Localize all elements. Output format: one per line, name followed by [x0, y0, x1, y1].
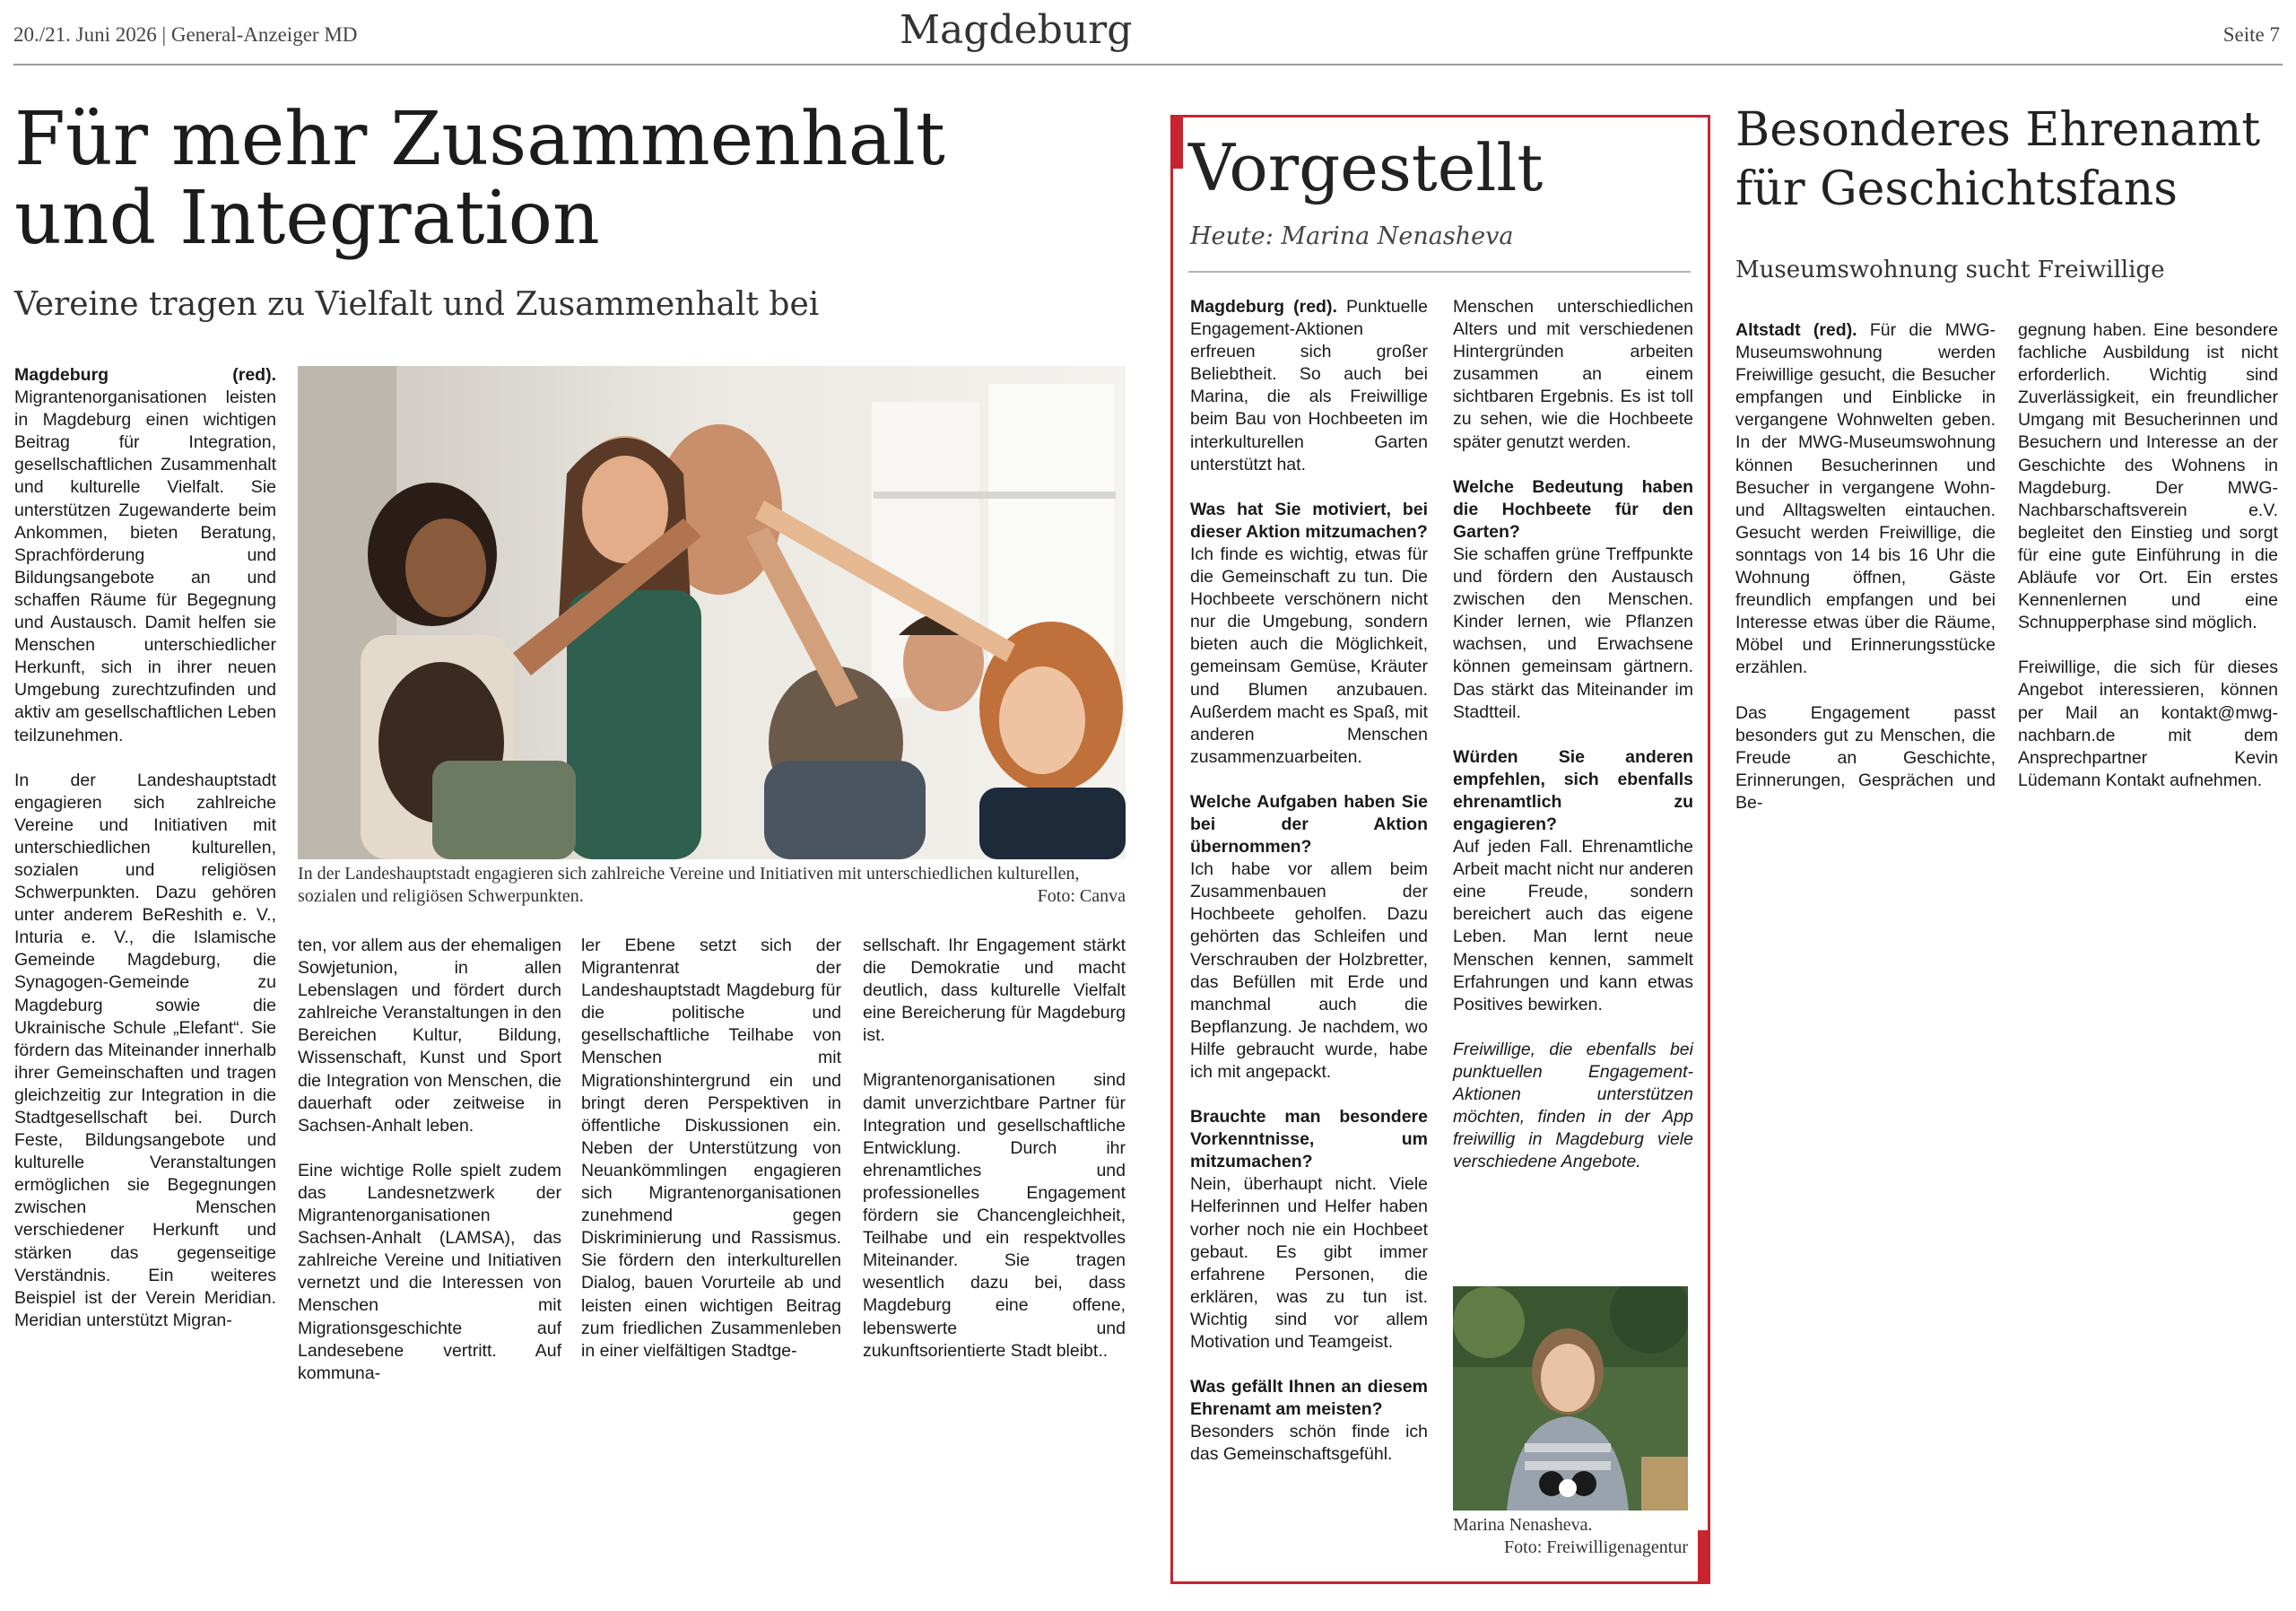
interview-answer: Nein, überhaupt nicht. Viele Helferinnen und Helfer haben vorher noch nie ein Hochbeet gebaut. Es gibt immer erfahrene Personen, die erklären, was zu tun ist. Wichtig sind vor allem Motivation und Teamgeist.	[1190, 1174, 1428, 1353]
interview-answer: Menschen unterschiedlichen Alters und mit verschiedenen Hintergründen arbeiten zusammen an einem sichtbaren Ergebnis. Es ist toll zu sehen, wie die Hochbeete später genutzt werden.	[1453, 297, 1693, 452]
side-deck: Museumswohnung sucht Freiwillige	[1735, 257, 2165, 283]
profile-box-rule	[1188, 271, 1691, 273]
interview-answer: Sie schaffen grüne Treffpunkte und fördern den Austausch zwischen den Menschen. Kinder lernen, wie Pflanzen wachsen, und Erwachsene können gemeinsam gärtnern. Das stärkt das Miteinander im Stadtteil.	[1453, 544, 1693, 722]
main-column-3	[581, 935, 841, 1363]
paragraph: ten, vor allem aus der ehemaligen Sowjetunion, in allen Lebenslagen und fördert durch zahlreiche Veranstaltungen in den Bereichen Kultur, Bildung, Wissenschaft, Kunst und Sport die Integration von Menschen, die dauerhaft oder zeitweise in Sachsen-Anhalt leben.	[298, 936, 561, 1136]
masthead-rule	[13, 64, 2283, 65]
interview-answer: Besonders schön finde ich das Gemeinschaftsgefühl.	[1190, 1422, 1428, 1465]
paragraph: Für die MWG-Museumswohnung werden Freiwillige gesucht, die Besucher empfangen und Einblicke in vergangene Wohnwelten geben. In der MWG-Museumswohnung können Besucherinnen und Besucher in vergangene Wohn- und Alltagswelten eintauchen. Gesucht werden Freiwillige, die sonntags von 14 bis 16 Uhr die Wohnung öffnen, Gäste freundlich empfangen und bei Interesse etwas über die Räume, Möbel und Erinnerungsstücke erzählen.	[1735, 320, 1996, 678]
paragraph: gegnung haben. Eine besondere fachliche Ausbildung ist nicht erforderlich. Wichtig sind Zuverlässigkeit, ein freundlicher Umgang mit Besucherinnen und Besuchern und Interesse an der Geschichte des Wohnens in Magdeburg. Der MWG-Nachbarschaftsverein e.V. begleitet den Einstieg und sorgt für eine gute Einführung in die Abläufe vor Ort. Ein erstes Kennenlernen und eine Schnupperphase sind möglich.	[2018, 320, 2278, 633]
paragraph: ler Ebene setzt sich der Migrantenrat der Landeshauptstadt Magdeburg für die politische und gesellschaftliche Teilhabe von Menschen mit Migrationshintergrund ein und bringt deren Perspektiven in öffentliche Diskussionen ein. Neben der Unterstützung von Neuankömmlingen engagieren sich Migrantenorganisationen zunehmend gegen Diskriminierung und Rassismus. Sie fördern den interkulturellen Dialog, bauen Vorurteile ab und leisten einen wichtigen Beitrag zum friedlichen Zusammenleben in einer vielfältigen Stadtge-	[581, 936, 841, 1361]
masthead	[0, 0, 2296, 65]
main-column-1	[14, 364, 276, 1332]
main-photo-caption	[298, 863, 1126, 908]
profile-column-1	[1190, 296, 1428, 1467]
page-number: Seite 7	[2222, 23, 2280, 46]
portrait-photo	[1453, 1286, 1688, 1511]
profile-box-subtitle: Heute: Marina Nenasheva	[1190, 222, 1514, 250]
dateline: Magdeburg (red).	[14, 365, 276, 385]
interview-question: Würden Sie anderen empfehlen, sich ebenfalls ehrenamtlich zu engagieren?	[1453, 746, 1693, 834]
box-corner-accent	[1170, 115, 1183, 169]
main-column-2	[298, 935, 561, 1385]
profile-column-2	[1453, 296, 1693, 1173]
side-headline-line1: Besonderes Ehrenamt	[1735, 103, 2261, 157]
caption-text: In der Landeshauptstadt engagieren sich zahlreiche Vereine und Initiativen mit unterschiedlichen kulturellen, sozialen und religiösen Schwerpunkten.	[298, 864, 1080, 906]
box-corner-accent	[1698, 1530, 1710, 1584]
interview-question: Was hat Sie motiviert, bei dieser Aktion mitzumachen?	[1190, 499, 1428, 542]
interview-question: Was gefällt Ihnen an diesem Ehrenamt am meisten?	[1190, 1377, 1428, 1420]
photo-credit: Foto: Canva	[1037, 886, 1126, 906]
section-title: Magdeburg	[900, 7, 1133, 53]
volunteer-note: Freiwillige, die ebenfalls bei punktuellen Engagement-Aktionen unterstützen möchten, finden in der App freiwillig in Magdeburg viele verschiedene Angebote.	[1453, 1039, 1693, 1172]
group-high-five-photo	[298, 366, 1126, 859]
paragraph: Migrantenorganisationen leisten in Magdeburg einen wichtigen Beitrag für Integration, gesellschaftlichen Zusammenhalt und kulturelle Vielfalt. Sie unterstützen Zugewanderte beim Ankommen, bieten Beratung, Sprachförderung und Bildungsangebote an und schaffen Räume für Begegnung und Austausch. Damit helfen sie Menschen unterschiedlicher Herkunft, sich in ihrer neuen Umgebung zurechtzufinden und aktiv am gesellschaftlichen Leben teilzunehmen.	[14, 388, 276, 745]
dateline: Altstadt (red).	[1735, 320, 1857, 340]
interview-answer: Ich finde es wichtig, etwas für die Gemeinschaft zu tun. Die Hochbeete verschönern nicht nur die Umgebung, sondern bieten auch die Möglichkeit, gemeinsam Gemüse, Kräuter und Blumen anzubauen. Außerdem macht es Spaß, mit anderen Menschen zusammenzuarbeiten.	[1190, 544, 1428, 767]
caption-text: Marina Nenasheva.	[1453, 1515, 1593, 1535]
profile-box-title: Vorgestellt	[1188, 130, 1544, 205]
main-headline-line1: Für mehr Zusammenhalt	[14, 97, 945, 182]
interview-question: Welche Aufgaben haben Sie bei der Aktion übernommen?	[1190, 791, 1428, 858]
main-headline	[14, 97, 1126, 261]
side-headline	[1735, 100, 2274, 219]
side-column-2	[2018, 319, 2278, 792]
paragraph: sellschaft. Ihr Engagement stärkt die Demokratie und macht deutlich, dass kulturelle Vielfalt eine Bereicherung für Magdeburg ist.	[863, 936, 1126, 1046]
interview-answer: Auf jeden Fall. Ehrenamtliche Arbeit macht nicht nur anderen eine Freude, sondern bereichert auch das eigene Leben. Man lernt neue Menschen kennen, sammelt Erfahrungen und kann etwas Positives bewirken.	[1453, 837, 1693, 1014]
main-headline-line2: und Integration	[14, 176, 600, 261]
main-deck: Vereine tragen zu Vielfalt und Zusammenhalt bei	[14, 286, 820, 323]
side-column-1	[1735, 319, 1996, 814]
photo-credit: Foto: Freiwilligenagentur	[1504, 1537, 1688, 1557]
paragraph: Freiwillige, die sich für dieses Angebot interessieren, können per Mail an kontakt@mwg-nachbarn.de mit dem Ansprechpartner Kevin Lüdemann Kontakt aufnehmen.	[2018, 657, 2278, 790]
paragraph: Migrantenorganisationen sind damit unverzichtbare Partner für Integration und gesellschaftliche Entwicklung. Durch ihr ehrenamtliches und professionelles Engagement fördern sie Chancengleichheit, Teilhabe und ein respektvolles Miteinander. Sie tragen wesentlich dazu bei, dass Magdeburg eine offene, lebenswerte und zukunftsorientierte Stadt bleibt..	[863, 1070, 1126, 1361]
interview-question: Brauchte man besondere Vorkenntnisse, um mitzumachen?	[1190, 1107, 1428, 1172]
dateline: Magdeburg (red).	[1190, 297, 1337, 317]
interview-question: Welche Bedeutung haben die Hochbeete für den Garten?	[1453, 476, 1693, 542]
issue-date-line: 20./21. Juni 2026 | General-Anzeiger MD	[13, 23, 358, 46]
paragraph: Eine wichtige Rolle spielt zudem das Landesnetzwerk der Migrantenorganisationen Sachsen-Anhalt (LAMSA), das zahlreiche Vereine und Initiativen vernetzt und die Interessen von Menschen mit Migrationsgeschichte auf Landesebene vertritt. Auf kommuna-	[298, 1160, 561, 1383]
side-headline-line2: für Geschichtsfans	[1735, 162, 2178, 216]
paragraph: Punktuelle Engagement-Aktionen erfreuen sich großer Beliebtheit. So auch bei Marina, die als Freiwillige beim Bau von Hochbeeten im interkulturellen Garten unterstützt hat.	[1190, 297, 1429, 475]
main-column-4	[863, 935, 1126, 1363]
interview-answer: Ich habe vor allem beim Zusammenbauen der Hochbeete geholfen. Dazu gehörten das Schleifen und Verschrauben der Holzbretter, das Befüllen mit Erde und manchmal auch die Bepflanzung. Je nachdem, wo Hilfe gebraucht wurde, habe ich mit angepackt.	[1190, 859, 1428, 1082]
paragraph: Das Engagement passt besonders gut zu Menschen, die Freude an Geschichte, Erinnerungen, Gesprächen und Be-	[1735, 702, 1996, 813]
paragraph: In der Landeshauptstadt engagieren sich zahlreiche Vereine und Initiativen mit unterschiedlichen kulturellen, sozialen und religiösen Schwerpunkten. Dazu gehören unter anderem BeReshith e. V., Inturia e. V., die Islamische Gemeinde Magdeburg, die Synagogen-Gemeinde zu Magdeburg sowie die Ukrainische Schule „Elefant“. Sie fördern das Miteinander innerhalb ihrer Gemeinschaften und tragen gleichzeitig zur Integration in die Stadtgesellschaft bei. Durch Feste, Bildungsangebote und kulturelle Veranstaltungen ermöglichen sie Begegnungen zwischen Menschen verschiedener Herkunft und stärken das gegenseitige Verständnis. Ein weiteres Beispiel ist der Verein Meridian. Meridian unterstützt Migran-	[14, 770, 276, 1330]
portrait-caption	[1453, 1514, 1688, 1559]
